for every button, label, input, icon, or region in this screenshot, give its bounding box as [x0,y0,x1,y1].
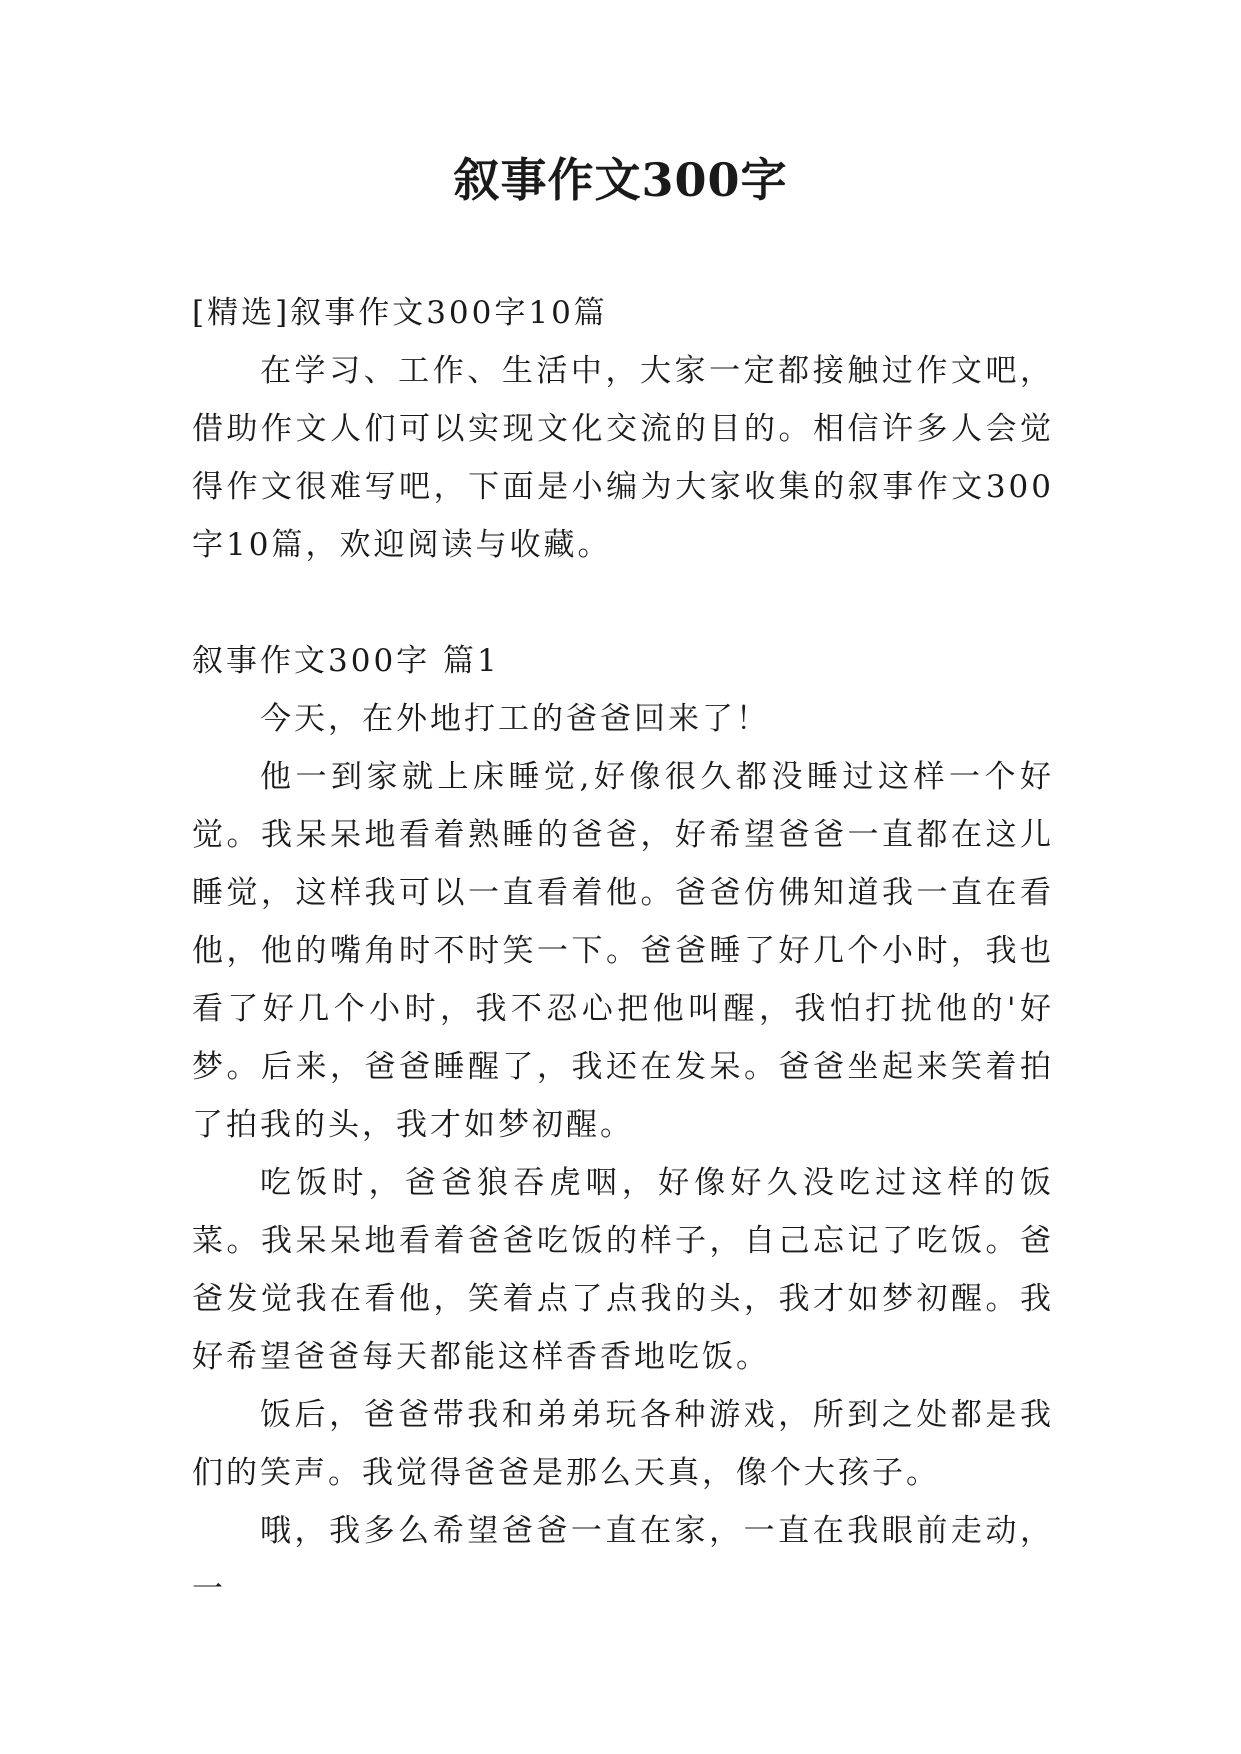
body-paragraph: 哦，我多么希望爸爸一直在家，一直在我眼前走动，一 [192,1513,1054,1607]
body-paragraph: 他一到家就上床睡觉,好像很久都没睡过这样一个好觉。我呆呆地看着熟睡的爸爸，好希望爸爸一直都在这儿睡觉，这样我可以一直看着他。爸爸仿佛知道我一直在看他，他的嘴角时不时笑一下。爸爸睡了好几个小时，我也看了好几个小时，我不忍心把他叫醒，我怕打扰他的'好梦。后来，爸爸睡醒了，我还在发呆。爸爸坐起来笑着拍了拍我的头，我才如梦初醒。 [192,759,1054,1143]
intro-paragraph: 在学习、工作、生活中，大家一定都接触过作文吧，借助作文人们可以实现文化交流的目的。相信许多人会觉得作文很难写吧，下面是小编为大家收集的叙事作文300字10篇，欢迎阅读与收藏。 [192,353,1054,563]
section-heading: 叙事作文300字 篇1 [192,643,500,679]
document-subtitle: [精选]叙事作文300字10篇 [192,295,608,331]
body-paragraph: 今天，在外地打工的爸爸回来了！ [260,701,770,737]
section-spacer [192,574,1054,632]
body-paragraph: 吃饭时，爸爸狼吞虎咽，好像好久没吃过这样的饭菜。我呆呆地看着爸爸吃饭的样子，自己忘记了吃饭。爸爸发觉我在看他，笑着点了点我的头，我才如梦初醒。我好希望爸爸每天都能这样香香地吃饭。 [192,1165,1054,1375]
document-title: 叙事作文300字 [453,153,788,207]
document-body [192,284,1054,1618]
body-paragraph: 饭后，爸爸带我和弟弟玩各种游戏，所到之处都是我们的笑声。我觉得爸爸是那么天真，像个大孩子。 [192,1397,1054,1491]
